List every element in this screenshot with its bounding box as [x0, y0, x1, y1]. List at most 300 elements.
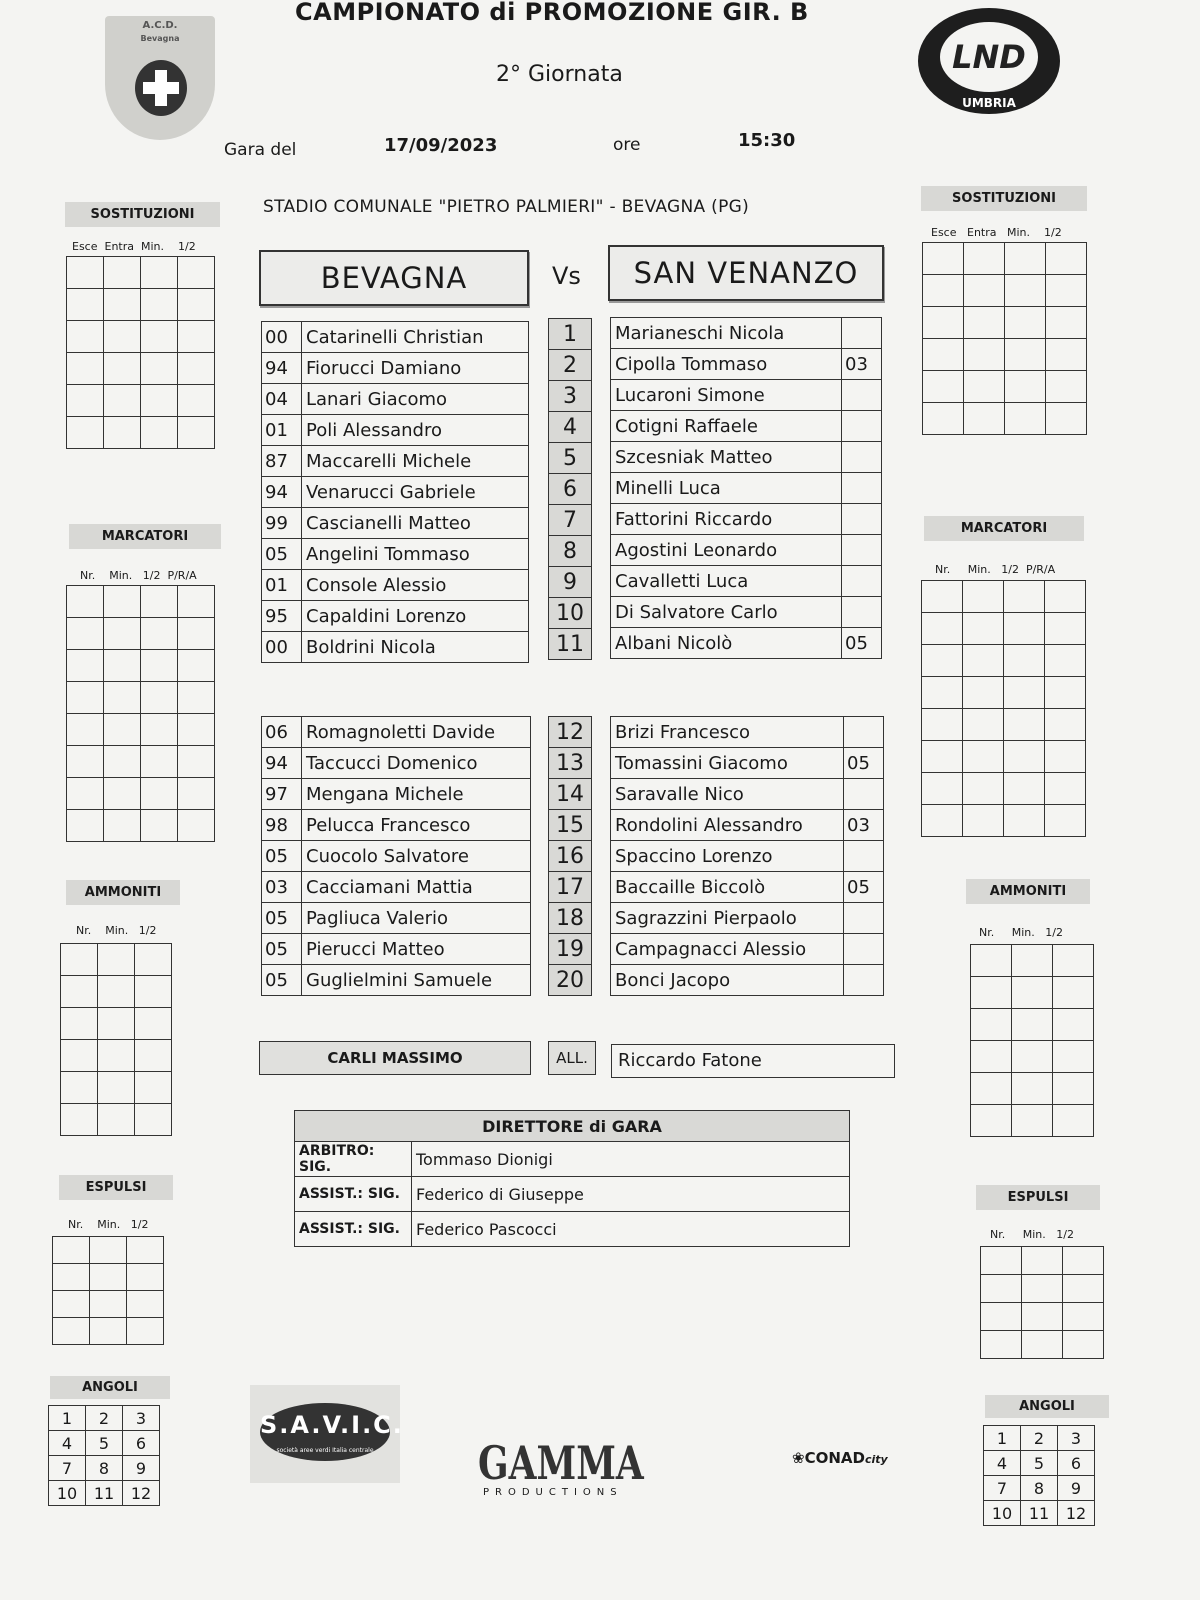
- referee-row: [295, 1142, 850, 1177]
- grid-cell[interactable]: [1022, 1275, 1063, 1303]
- grid-cell[interactable]: [178, 417, 215, 449]
- corner-number[interactable]: 12: [1058, 1501, 1095, 1526]
- grid-cell[interactable]: [1004, 741, 1045, 773]
- corner-number[interactable]: 4: [49, 1431, 86, 1456]
- grid-cell[interactable]: [1045, 741, 1086, 773]
- jersey-number: 9: [549, 567, 592, 598]
- grid-cell[interactable]: [67, 682, 104, 714]
- corners-row: [49, 1406, 160, 1431]
- grid-row: [922, 709, 1086, 741]
- grid-cell[interactable]: [971, 945, 1012, 977]
- grid-cell[interactable]: [1046, 371, 1087, 403]
- grid-row: [67, 321, 215, 353]
- grid-cell[interactable]: [178, 257, 215, 289]
- grid-cell[interactable]: [1022, 1247, 1063, 1275]
- grid-cell[interactable]: [922, 677, 963, 709]
- grid-cell[interactable]: [963, 613, 1004, 645]
- grid-cell[interactable]: [1053, 1009, 1094, 1041]
- matchday-label: 2° Giornata: [496, 62, 623, 87]
- table-row: [262, 477, 529, 508]
- grid-cell[interactable]: [1012, 1105, 1053, 1137]
- table-row: [549, 350, 592, 381]
- player-number: [844, 934, 884, 965]
- table-row: [611, 628, 882, 659]
- player-number: 00: [262, 322, 302, 353]
- grid-cell[interactable]: [67, 321, 104, 353]
- table-row: [549, 629, 592, 660]
- table-row: [611, 903, 884, 934]
- grid-row: [923, 339, 1087, 371]
- grid-row: [922, 581, 1086, 613]
- corner-number[interactable]: 8: [86, 1456, 123, 1481]
- grid-cell[interactable]: [127, 1318, 164, 1345]
- grid-cell[interactable]: [922, 741, 963, 773]
- grid-cell[interactable]: [1012, 977, 1053, 1009]
- grid-cell[interactable]: [90, 1264, 127, 1291]
- grid-cell[interactable]: [1045, 645, 1086, 677]
- player-number: [842, 504, 882, 535]
- grid-cell[interactable]: [1063, 1303, 1104, 1331]
- grid-cell[interactable]: [98, 1072, 135, 1104]
- grid-cell[interactable]: [98, 1008, 135, 1040]
- table-row: [549, 934, 592, 965]
- grid-row: [923, 403, 1087, 435]
- grid-cell[interactable]: [104, 746, 141, 778]
- grid-row: [923, 371, 1087, 403]
- left-sendoffs-grid[interactable]: [52, 1236, 164, 1345]
- grid-row: [67, 682, 215, 714]
- corner-number[interactable]: 12: [123, 1481, 160, 1506]
- grid-row: [923, 243, 1087, 275]
- grid-cell[interactable]: [1005, 307, 1046, 339]
- grid-cell[interactable]: [981, 1303, 1022, 1331]
- grid-cell[interactable]: [141, 257, 178, 289]
- grid-cell[interactable]: [61, 1104, 98, 1136]
- table-row: [611, 717, 884, 748]
- corner-number[interactable]: 10: [49, 1481, 86, 1506]
- grid-cell[interactable]: [67, 257, 104, 289]
- grid-cell[interactable]: [1046, 307, 1087, 339]
- grid-cell[interactable]: [67, 618, 104, 650]
- grid-cell[interactable]: [178, 321, 215, 353]
- left-substitutions-title: SOSTITUZIONI: [65, 202, 220, 227]
- grid-cell[interactable]: [964, 243, 1005, 275]
- grid-cell[interactable]: [964, 403, 1005, 435]
- grid-cell[interactable]: [971, 1041, 1012, 1073]
- grid-cell[interactable]: [1004, 645, 1045, 677]
- grid-cell[interactable]: [53, 1318, 90, 1345]
- table-row: [262, 508, 529, 539]
- corner-number[interactable]: 11: [1021, 1501, 1058, 1526]
- player-name: Minelli Luca: [611, 473, 842, 504]
- grid-cell[interactable]: [178, 289, 215, 321]
- grid-cell[interactable]: [1005, 371, 1046, 403]
- grid-cell[interactable]: [90, 1291, 127, 1318]
- grid-cell[interactable]: [104, 650, 141, 682]
- grid-cell[interactable]: [1053, 977, 1094, 1009]
- grid-cell[interactable]: [1063, 1331, 1104, 1359]
- grid-cell[interactable]: [67, 778, 104, 810]
- grid-cell[interactable]: [963, 677, 1004, 709]
- right-scorers-grid[interactable]: [921, 580, 1086, 837]
- grid-cell[interactable]: [141, 714, 178, 746]
- grid-cell[interactable]: [135, 944, 172, 976]
- grid-cell[interactable]: [141, 321, 178, 353]
- jersey-number: 3: [549, 381, 592, 412]
- grid-cell[interactable]: [963, 709, 1004, 741]
- player-name: Cascianelli Matteo: [302, 508, 529, 539]
- grid-cell[interactable]: [141, 650, 178, 682]
- grid-cell[interactable]: [141, 810, 178, 842]
- grid-cell[interactable]: [922, 581, 963, 613]
- grid-cell[interactable]: [135, 1040, 172, 1072]
- home-bench-table: [261, 716, 531, 996]
- table-row: [262, 415, 529, 446]
- table-row: [262, 322, 529, 353]
- grid-cell[interactable]: [1005, 243, 1046, 275]
- grid-cell[interactable]: [964, 339, 1005, 371]
- grid-cell[interactable]: [178, 586, 215, 618]
- corner-number[interactable]: 7: [49, 1456, 86, 1481]
- grid-cell[interactable]: [922, 645, 963, 677]
- grid-cell[interactable]: [104, 257, 141, 289]
- left-substitutions-grid[interactable]: [66, 256, 215, 449]
- grid-row: [67, 289, 215, 321]
- savic-logo-subtitle: società aree verdi Italia centrale: [276, 1447, 374, 1454]
- table-row: [611, 810, 884, 841]
- right-substitutions-title: SOSTITUZIONI: [921, 186, 1087, 211]
- grid-cell[interactable]: [1012, 945, 1053, 977]
- grid-cell[interactable]: [141, 417, 178, 449]
- grid-cell[interactable]: [1004, 805, 1045, 837]
- grid-row: [61, 944, 172, 976]
- conad-flower-icon: ❀: [792, 1449, 805, 1467]
- grid-row: [971, 1009, 1094, 1041]
- grid-cell[interactable]: [1046, 243, 1087, 275]
- corner-number[interactable]: 9: [1058, 1476, 1095, 1501]
- player-number: [842, 380, 882, 411]
- grid-cell[interactable]: [1045, 677, 1086, 709]
- corner-number[interactable]: 1: [984, 1426, 1021, 1451]
- player-number: [844, 903, 884, 934]
- grid-cell[interactable]: [135, 1104, 172, 1136]
- corners-row: [49, 1456, 160, 1481]
- grid-cell[interactable]: [53, 1237, 90, 1264]
- grid-cell[interactable]: [178, 714, 215, 746]
- table-row: [262, 446, 529, 477]
- player-number: [842, 473, 882, 504]
- player-number: [844, 965, 884, 996]
- jersey-number: 13: [549, 748, 592, 779]
- grid-cell[interactable]: [135, 976, 172, 1008]
- grid-cell[interactable]: [923, 403, 964, 435]
- grid-cell[interactable]: [1045, 773, 1086, 805]
- right-sendoffs-grid[interactable]: [980, 1246, 1104, 1359]
- corners-row: [984, 1451, 1095, 1476]
- away-team-name: SAN VENANZO: [608, 245, 884, 301]
- stadium-name: STADIO COMUNALE "PIETRO PALMIERI" - BEVAGNA (PG): [263, 197, 750, 217]
- grid-row: [53, 1291, 164, 1318]
- grid-cell[interactable]: [53, 1291, 90, 1318]
- grid-cell[interactable]: [178, 385, 215, 417]
- corner-number[interactable]: 6: [123, 1431, 160, 1456]
- grid-cell[interactable]: [923, 243, 964, 275]
- grid-cell[interactable]: [67, 650, 104, 682]
- grid-cell[interactable]: [1063, 1247, 1104, 1275]
- grid-cell[interactable]: [964, 275, 1005, 307]
- table-row: [549, 810, 592, 841]
- corner-number[interactable]: 3: [1058, 1426, 1095, 1451]
- grid-cell[interactable]: [922, 773, 963, 805]
- player-name: Capaldini Lorenzo: [302, 601, 529, 632]
- grid-cell[interactable]: [104, 618, 141, 650]
- left-corners-title: ANGOLI: [50, 1376, 170, 1399]
- grid-row: [67, 353, 215, 385]
- grid-cell[interactable]: [1045, 805, 1086, 837]
- jersey-number: 17: [549, 872, 592, 903]
- jersey-numbers-bench: [548, 716, 592, 996]
- grid-cell[interactable]: [963, 773, 1004, 805]
- corner-number[interactable]: 4: [984, 1451, 1021, 1476]
- grid-cell[interactable]: [1004, 773, 1045, 805]
- corner-number[interactable]: 2: [1021, 1426, 1058, 1451]
- grid-cell[interactable]: [922, 613, 963, 645]
- grid-cell[interactable]: [67, 810, 104, 842]
- grid-cell[interactable]: [104, 289, 141, 321]
- grid-cell[interactable]: [1053, 945, 1094, 977]
- grid-cell[interactable]: [1046, 339, 1087, 371]
- corner-number[interactable]: 5: [1021, 1451, 1058, 1476]
- grid-cell[interactable]: [141, 289, 178, 321]
- grid-cell[interactable]: [67, 417, 104, 449]
- assistant-row: [295, 1212, 850, 1247]
- grid-cell[interactable]: [141, 586, 178, 618]
- grid-cell[interactable]: [90, 1237, 127, 1264]
- grid-cell[interactable]: [127, 1264, 164, 1291]
- grid-cell[interactable]: [61, 1008, 98, 1040]
- official-name: Federico di Giuseppe: [412, 1177, 850, 1212]
- grid-cell[interactable]: [1005, 339, 1046, 371]
- match-time: 15:30: [738, 130, 796, 151]
- grid-cell[interactable]: [61, 1072, 98, 1104]
- player-name: Fattorini Riccardo: [611, 504, 842, 535]
- grid-cell[interactable]: [1022, 1331, 1063, 1359]
- grid-row: [61, 1008, 172, 1040]
- grid-cell[interactable]: [61, 976, 98, 1008]
- grid-cell[interactable]: [67, 714, 104, 746]
- player-name: Console Alessio: [302, 570, 529, 601]
- player-name: Brizi Francesco: [611, 717, 844, 748]
- grid-cell[interactable]: [923, 275, 964, 307]
- grid-cell[interactable]: [971, 1105, 1012, 1137]
- grid-cell[interactable]: [964, 371, 1005, 403]
- grid-cell[interactable]: [1045, 581, 1086, 613]
- player-number: 04: [262, 384, 302, 415]
- player-number: 00: [262, 632, 302, 663]
- grid-cell[interactable]: [98, 1104, 135, 1136]
- grid-cell[interactable]: [1012, 1041, 1053, 1073]
- grid-cell[interactable]: [67, 385, 104, 417]
- corner-number[interactable]: 7: [984, 1476, 1021, 1501]
- corner-number[interactable]: 6: [1058, 1451, 1095, 1476]
- right-bookings-grid[interactable]: [970, 944, 1094, 1137]
- corner-number[interactable]: 2: [86, 1406, 123, 1431]
- grid-cell[interactable]: [141, 746, 178, 778]
- grid-cell[interactable]: [178, 778, 215, 810]
- right-substitutions-grid[interactable]: [922, 242, 1087, 435]
- grid-cell[interactable]: [98, 976, 135, 1008]
- grid-cell[interactable]: [90, 1318, 127, 1345]
- player-name: Pierucci Matteo: [302, 934, 531, 965]
- grid-cell[interactable]: [1005, 403, 1046, 435]
- grid-cell[interactable]: [104, 417, 141, 449]
- player-number: 05: [262, 841, 302, 872]
- grid-cell[interactable]: [923, 371, 964, 403]
- grid-cell[interactable]: [61, 944, 98, 976]
- grid-cell[interactable]: [922, 709, 963, 741]
- grid-cell[interactable]: [1004, 613, 1045, 645]
- grid-cell[interactable]: [1012, 1073, 1053, 1105]
- grid-row: [922, 613, 1086, 645]
- corner-number[interactable]: 5: [86, 1431, 123, 1456]
- grid-cell[interactable]: [1004, 677, 1045, 709]
- grid-cell[interactable]: [963, 645, 1004, 677]
- left-scorers-columns: Nr. Min. 1/2 P/R/A: [80, 569, 197, 582]
- right-sendoffs-title: ESPULSI: [976, 1185, 1100, 1210]
- grid-cell[interactable]: [963, 581, 1004, 613]
- grid-cell[interactable]: [1053, 1041, 1094, 1073]
- grid-cell[interactable]: [1012, 1009, 1053, 1041]
- grid-cell[interactable]: [178, 618, 215, 650]
- grid-cell[interactable]: [135, 1008, 172, 1040]
- table-row: [549, 319, 592, 350]
- grid-cell[interactable]: [98, 944, 135, 976]
- grid-cell[interactable]: [141, 618, 178, 650]
- grid-cell[interactable]: [1022, 1303, 1063, 1331]
- grid-cell[interactable]: [963, 741, 1004, 773]
- table-row: [549, 872, 592, 903]
- player-number: 03: [844, 810, 884, 841]
- grid-cell[interactable]: [61, 1040, 98, 1072]
- grid-cell[interactable]: [104, 321, 141, 353]
- grid-cell[interactable]: [178, 682, 215, 714]
- grid-cell[interactable]: [178, 810, 215, 842]
- grid-cell[interactable]: [1053, 1073, 1094, 1105]
- grid-cell[interactable]: [923, 339, 964, 371]
- grid-cell[interactable]: [1063, 1275, 1104, 1303]
- grid-cell[interactable]: [981, 1331, 1022, 1359]
- grid-cell[interactable]: [923, 307, 964, 339]
- grid-cell[interactable]: [141, 385, 178, 417]
- left-bookings-columns: Nr. Min. 1/2: [76, 924, 157, 937]
- corner-number[interactable]: 3: [123, 1406, 160, 1431]
- left-scorers-grid[interactable]: [66, 585, 215, 842]
- grid-cell[interactable]: [1045, 613, 1086, 645]
- table-row: [549, 381, 592, 412]
- grid-cell[interactable]: [981, 1247, 1022, 1275]
- jersey-number: 2: [549, 350, 592, 381]
- grid-cell[interactable]: [1053, 1105, 1094, 1137]
- grid-cell[interactable]: [971, 1073, 1012, 1105]
- table-row: [262, 934, 531, 965]
- grid-cell[interactable]: [135, 1072, 172, 1104]
- grid-cell[interactable]: [1005, 275, 1046, 307]
- grid-cell[interactable]: [104, 714, 141, 746]
- grid-cell[interactable]: [104, 778, 141, 810]
- grid-cell[interactable]: [1004, 581, 1045, 613]
- grid-cell[interactable]: [178, 353, 215, 385]
- grid-cell[interactable]: [104, 682, 141, 714]
- grid-cell[interactable]: [104, 385, 141, 417]
- grid-cell[interactable]: [127, 1291, 164, 1318]
- grid-cell[interactable]: [1045, 709, 1086, 741]
- grid-cell[interactable]: [67, 289, 104, 321]
- grid-cell[interactable]: [104, 586, 141, 618]
- grid-cell[interactable]: [53, 1264, 90, 1291]
- grid-cell[interactable]: [104, 353, 141, 385]
- grid-cell[interactable]: [971, 1009, 1012, 1041]
- jersey-number: 10: [549, 598, 592, 629]
- grid-cell[interactable]: [963, 805, 1004, 837]
- player-number: 95: [262, 601, 302, 632]
- grid-cell[interactable]: [67, 353, 104, 385]
- grid-cell[interactable]: [178, 746, 215, 778]
- grid-cell[interactable]: [67, 746, 104, 778]
- grid-cell[interactable]: [922, 805, 963, 837]
- player-number: 98: [262, 810, 302, 841]
- grid-row: [922, 805, 1086, 837]
- home-coach: CARLI MASSIMO: [259, 1041, 531, 1075]
- grid-cell[interactable]: [104, 810, 141, 842]
- corner-number[interactable]: 9: [123, 1456, 160, 1481]
- grid-cell[interactable]: [1046, 403, 1087, 435]
- cross-emblem-icon: [135, 60, 187, 116]
- player-name: Saravalle Nico: [611, 779, 844, 810]
- grid-cell[interactable]: [67, 586, 104, 618]
- left-bookings-grid[interactable]: [60, 943, 172, 1136]
- grid-row: [61, 1104, 172, 1136]
- jersey-number: 4: [549, 412, 592, 443]
- player-name: Bonci Jacopo: [611, 965, 844, 996]
- grid-cell[interactable]: [141, 353, 178, 385]
- corners-row: [984, 1426, 1095, 1451]
- grid-cell[interactable]: [141, 778, 178, 810]
- grid-cell[interactable]: [178, 650, 215, 682]
- grid-cell[interactable]: [971, 977, 1012, 1009]
- grid-cell[interactable]: [964, 307, 1005, 339]
- grid-cell[interactable]: [1046, 275, 1087, 307]
- corner-number[interactable]: 8: [1021, 1476, 1058, 1501]
- table-row: [611, 779, 884, 810]
- player-number: 99: [262, 508, 302, 539]
- grid-cell[interactable]: [98, 1040, 135, 1072]
- grid-cell[interactable]: [1004, 709, 1045, 741]
- right-corners-grid: [983, 1425, 1095, 1526]
- player-name: Cuocolo Salvatore: [302, 841, 531, 872]
- grid-row: [67, 810, 215, 842]
- grid-row: [67, 746, 215, 778]
- grid-cell[interactable]: [981, 1275, 1022, 1303]
- table-row: [549, 717, 592, 748]
- grid-cell[interactable]: [141, 682, 178, 714]
- corner-number[interactable]: 11: [86, 1481, 123, 1506]
- player-number: [844, 841, 884, 872]
- lnd-logo-text: LND: [940, 22, 1038, 92]
- grid-cell[interactable]: [127, 1237, 164, 1264]
- corner-number[interactable]: 10: [984, 1501, 1021, 1526]
- corner-number[interactable]: 1: [49, 1406, 86, 1431]
- left-sendoffs-title: ESPULSI: [59, 1175, 173, 1200]
